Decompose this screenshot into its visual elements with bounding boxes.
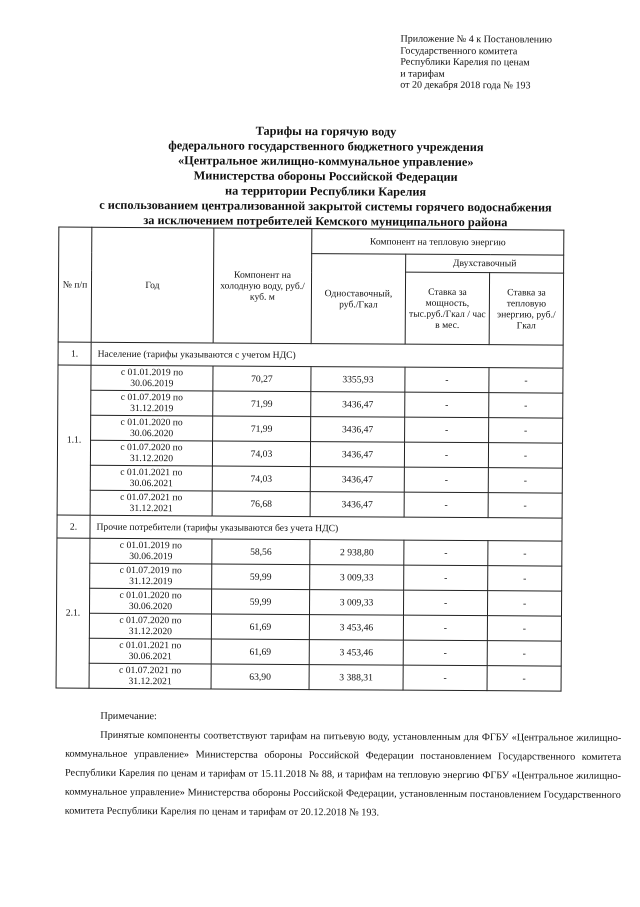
capacity-rate-value: - <box>404 442 488 468</box>
single-rate-value: 3 388,31 <box>309 665 403 691</box>
capacity-rate-value: - <box>403 615 487 641</box>
period-cell <box>89 663 211 689</box>
period-cell <box>90 440 212 466</box>
capacity-rate-value: - <box>405 367 489 393</box>
table-row <box>57 465 562 493</box>
capacity-rate-value: - <box>404 492 488 518</box>
table-row <box>56 638 561 666</box>
period-from: с 01.01.2020 по <box>119 589 182 602</box>
period-cell <box>91 365 213 391</box>
cold-water-value: 71,99 <box>213 391 311 417</box>
single-rate-value: 2 938,80 <box>310 540 404 566</box>
appendix-reference <box>400 34 630 93</box>
cold-water-value: 70,27 <box>213 366 311 392</box>
section-number: 1. <box>58 342 91 365</box>
single-rate-value: 3436,47 <box>310 442 404 468</box>
single-rate-value: 3436,47 <box>310 467 404 493</box>
period-cell <box>90 490 212 516</box>
period-from: с 01.07.2020 по <box>120 441 183 454</box>
period-cell <box>90 465 212 491</box>
header-energy-rate: Ставка за тепловую энергию, руб./Гкал <box>489 273 563 345</box>
cold-water-value: 61,69 <box>211 614 309 640</box>
header-cold-water: Компонент на холодную воду, руб./куб. м <box>213 228 312 344</box>
period-from: с 01.01.2019 по <box>120 366 184 379</box>
cold-water-value: 74,03 <box>212 441 310 467</box>
title-line: за исключением потребителей Кемского муниципального района <box>143 213 508 230</box>
section-label: Прочие потребители (тарифы указываются без учета НДС) <box>90 515 562 541</box>
period-to: 31.12.2020 <box>129 452 174 465</box>
document-title <box>61 123 590 231</box>
period-to: 30.06.2021 <box>128 650 172 663</box>
energy-rate-value: - <box>487 591 561 616</box>
title-line: «Центральное жилищно-коммунальное управление» <box>177 153 474 170</box>
cold-water-value: 63,90 <box>211 664 309 690</box>
cold-water-value: 74,03 <box>212 466 310 492</box>
energy-rate-value: - <box>488 541 562 566</box>
capacity-rate-value: - <box>403 665 487 691</box>
tariff-table <box>56 227 565 692</box>
period-cell <box>89 638 211 664</box>
title-line: Тарифы на горячую воду <box>255 123 397 139</box>
title-line: с использованием централизованной закрытой системы горячего водоснабжения <box>99 197 552 215</box>
table-row <box>58 415 563 443</box>
period-from: с 01.01.2019 по <box>119 539 183 552</box>
energy-rate-value: - <box>487 666 561 691</box>
capacity-rate-value: - <box>405 417 489 443</box>
section-label: Население (тарифы указываются с учетом НДС) <box>91 342 563 368</box>
period-cell <box>89 588 211 614</box>
capacity-rate-value: - <box>403 590 487 616</box>
table-row <box>57 490 562 518</box>
subsection-number: 1.1. <box>57 365 91 515</box>
header-num: № п/п <box>58 227 92 342</box>
capacity-rate-value: - <box>404 540 488 566</box>
period-from: с 01.07.2019 по <box>119 564 182 577</box>
period-cell <box>90 538 212 564</box>
period-to: 30.06.2019 <box>130 377 174 390</box>
single-rate-value: 3 009,33 <box>310 565 404 591</box>
table-row <box>57 440 562 468</box>
capacity-rate-value: - <box>405 392 489 418</box>
appendix-line: Государственного комитета <box>400 45 518 57</box>
appendix-line: от 20 декабря 2018 года № 193 <box>400 79 531 92</box>
appendix-line: Республики Карелия по ценам <box>400 56 530 69</box>
period-cell <box>89 613 211 639</box>
period-cell <box>90 563 212 589</box>
energy-rate-value: - <box>488 443 562 468</box>
header-capacity-rate: Ставка за мощность, тыс.руб./Гкал / час в мес. <box>405 272 489 345</box>
appendix-line: и тарифам <box>400 68 445 80</box>
header-single-rate: Одноставочный, руб./Гкал <box>311 254 406 345</box>
note-text: Принятые компоненты соответствуют тарифам на питьевую воду, установленным для ФГБУ «Центральное жилищно-коммунальное управление» Министерства обороны Российской Федерации постановлением Государственного комитета Республики Карелия по ценам и тарифам от 15.11.2018 № 88, и тарифам на тепловую энергию ФГБУ «Центральное жилищно-коммунальное управление» Министерства обороны Российской Федерации, установленным постановлением Государственного комитета Республики Карелия по ценам и тарифам от 20.12.2018 № 193. <box>64 729 622 819</box>
single-rate-value: 3436,47 <box>310 492 404 518</box>
energy-rate-value: - <box>488 493 562 518</box>
energy-rate-value: - <box>487 641 561 666</box>
period-cell <box>91 390 213 416</box>
period-from: с 01.07.2020 по <box>119 614 182 627</box>
cold-water-value: 58,56 <box>212 539 310 565</box>
capacity-rate-value: - <box>403 640 487 666</box>
cold-water-value: 59,99 <box>211 589 309 615</box>
section-row <box>57 515 562 541</box>
cold-water-value: 76,68 <box>212 491 310 517</box>
period-from: с 01.01.2021 по <box>120 466 183 479</box>
energy-rate-value: - <box>487 616 561 641</box>
single-rate-value: 3 453,46 <box>309 615 403 641</box>
subsection-number: 2.1. <box>56 538 90 688</box>
period-from: с 01.01.2021 по <box>119 639 182 652</box>
table-row <box>58 365 563 393</box>
period-cell <box>91 415 213 441</box>
table-row <box>56 663 561 691</box>
single-rate-value: 3 009,33 <box>309 590 403 616</box>
table-row <box>58 390 563 418</box>
period-to: 30.06.2019 <box>129 550 173 563</box>
title-line: Министерства обороны Российской Федерации <box>193 168 458 184</box>
energy-rate-value: - <box>489 368 563 393</box>
period-to: 31.12.2020 <box>128 625 172 638</box>
appendix-line: Приложение № 4 к Постановлению <box>400 33 553 46</box>
header-year: Год <box>91 227 214 343</box>
period-to: 31.12.2019 <box>130 402 174 415</box>
cold-water-value: 59,99 <box>212 564 310 590</box>
section-number: 2. <box>57 515 90 538</box>
single-rate-value: 3436,47 <box>311 417 405 443</box>
header-heat-energy: Компонент на тепловую энергию <box>312 229 564 256</box>
table-row <box>57 538 562 566</box>
period-to: 30.06.2021 <box>129 477 173 490</box>
cold-water-value: 61,69 <box>211 639 309 665</box>
period-from: с 01.07.2021 по <box>120 491 183 504</box>
note-block <box>65 707 622 824</box>
title-line: федерального государственного бюджетного учреждения <box>168 138 484 155</box>
cold-water-value: 71,99 <box>213 416 311 442</box>
section-row <box>58 342 563 368</box>
note-heading: Примечание: <box>100 710 157 723</box>
period-to: 30.06.2020 <box>129 427 174 440</box>
single-rate-value: 3 453,46 <box>309 640 403 666</box>
period-from: с 01.07.2019 по <box>120 391 183 404</box>
energy-rate-value: - <box>489 418 563 443</box>
table-row <box>56 613 561 641</box>
capacity-rate-value: - <box>404 467 488 493</box>
period-to: 31.12.2019 <box>129 575 173 588</box>
period-to: 31.12.2021 <box>128 675 172 688</box>
period-from: с 01.01.2020 по <box>120 416 183 429</box>
energy-rate-value: - <box>488 566 562 591</box>
energy-rate-value: - <box>489 393 563 418</box>
period-from: с 01.07.2021 по <box>119 664 182 677</box>
period-to: 31.12.2021 <box>129 502 173 515</box>
period-to: 30.06.2020 <box>128 600 173 613</box>
table-row <box>56 588 561 616</box>
table-row <box>57 563 562 591</box>
single-rate-value: 3436,47 <box>311 392 405 418</box>
header-double-rate: Двухставочный <box>406 254 564 273</box>
energy-rate-value: - <box>488 468 562 493</box>
title-line: на территории Республики Карелия <box>224 183 427 199</box>
capacity-rate-value: - <box>404 565 488 591</box>
single-rate-value: 3355,93 <box>311 367 405 393</box>
